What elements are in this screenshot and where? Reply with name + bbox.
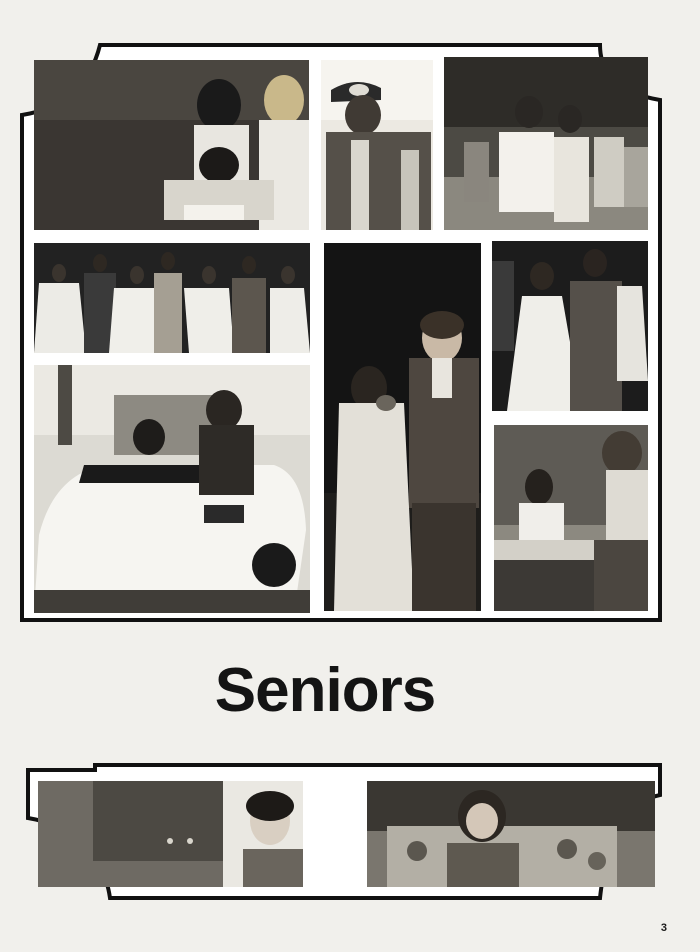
photo-student-portrait-boy: [38, 781, 303, 887]
photo-queen-and-escort: [324, 243, 481, 611]
photo-student-portrait-girl: [367, 781, 655, 887]
photo-outdoor-group: [444, 57, 648, 230]
photo-couple-formal: [492, 241, 648, 411]
photo-student-in-cap: [321, 60, 433, 230]
page-number: 3: [660, 922, 667, 934]
photo-classroom: [494, 425, 648, 611]
photo-homecoming-court: [34, 243, 310, 353]
photo-convertible-car: [34, 365, 310, 613]
page-title: Seniors: [214, 656, 436, 725]
photo-students-at-desk: [34, 60, 309, 230]
